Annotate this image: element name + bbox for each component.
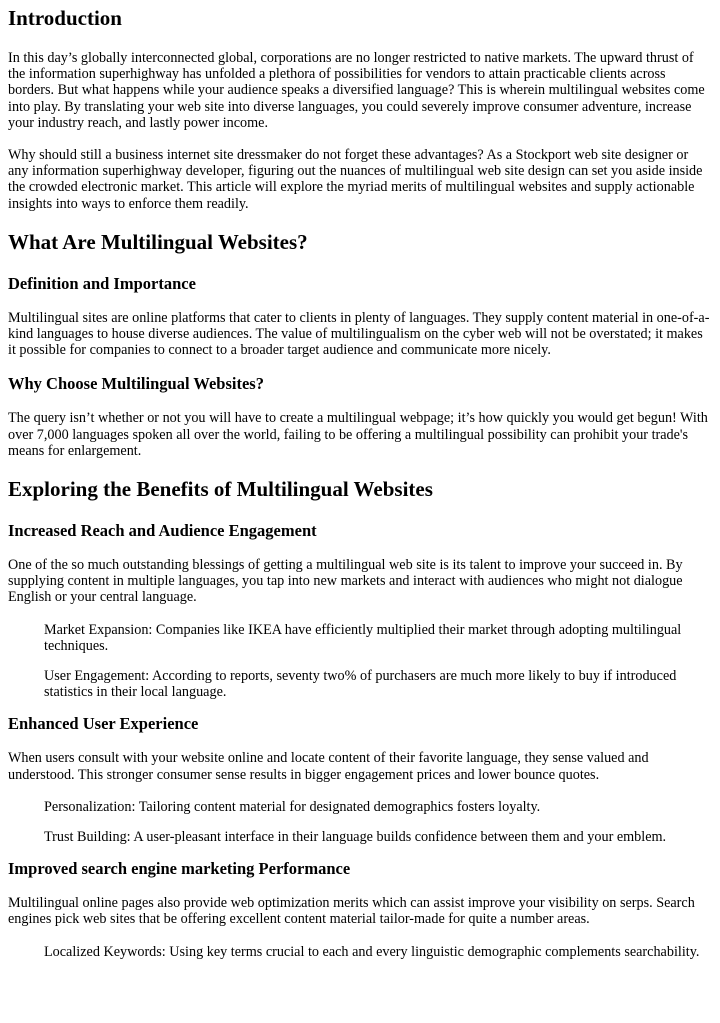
subheading-reach: Increased Reach and Audience Engagement bbox=[8, 521, 317, 541]
subheading-definition: Definition and Importance bbox=[8, 273, 196, 293]
intro-paragraph-1: In this day’s globally interconnected global, corporations are no longer restricted to native markets. The upward thrust of the information superhighway has unfolded a plethora of possibilities for vendors to attain practicable clients across borders. But what happens while your audience speaks a diversified language? This is wherein multilingual websites come into play. By translating your web site into diverse languages, you could severely improve consumer adventure, increase your industry reach, and lastly power income. bbox=[8, 50, 705, 131]
heading-benefits: Exploring the Benefits of Multilingual Websites bbox=[8, 477, 433, 502]
article bbox=[0, 6, 720, 960]
list-item: Trust Building: A user-pleasant interface in their language builds confidence between them and your emblem. bbox=[44, 829, 667, 846]
subheading-user-experience: Enhanced User Experience bbox=[8, 714, 199, 734]
user-experience-list bbox=[8, 799, 712, 845]
heading-introduction: Introduction bbox=[8, 6, 122, 30]
heading-what-are-multilingual-websites: What Are Multilingual Websites? bbox=[8, 229, 308, 254]
list-item: Personalization: Tailoring content material for designated demographics fosters loyalty. bbox=[44, 798, 541, 815]
user-experience-paragraph: When users consult with your website online and locate content of their favorite language, they sense valued and understood. This stronger consumer sense results in bigger engagement prices and lower bounce quotes. bbox=[8, 750, 649, 783]
subheading-seo: Improved search engine marketing Performance bbox=[8, 859, 351, 879]
intro-paragraph-2: Why should still a business internet site dressmaker do not forget these advantages? As a Stockport web site designer or any information superhighway developer, figuring out the nuances of multilingual web site design can set you aside inside the crowded electronic market. This article will explore the myriad merits of multilingual websites and supply actionable insights into ways to enforce them readily. bbox=[8, 147, 703, 212]
seo-list bbox=[8, 944, 712, 960]
list-item: User Engagement: According to reports, seventy two% of purchasers are much more likely to buy if introduced statistics in their local language. bbox=[44, 668, 677, 701]
seo-paragraph: Multilingual online pages also provide web optimization merits which can assist improve your visibility on serps. Search engines pick web sites that be offering excellent content material tailor-made for quite a number areas. bbox=[8, 895, 695, 928]
list-item: Market Expansion: Companies like IKEA have efficiently multiplied their market through adopting multilingual techniques. bbox=[44, 621, 682, 654]
subheading-why-choose: Why Choose Multilingual Websites? bbox=[8, 374, 264, 394]
why-choose-paragraph: The query isn’t whether or not you will have to create a multilingual webpage; it’s how quickly you would get begun! With over 7,000 languages spoken all over the world, failing to be offering a multilingual possibility can prohibit your trade's means for enlargement. bbox=[8, 410, 708, 459]
reach-paragraph: One of the so much outstanding blessings of getting a multilingual web site is its talent to improve your succeed in. By supplying content in multiple languages, you tap into new markets and interact with audiences who might not dialogue English or your central language. bbox=[8, 557, 683, 606]
definition-paragraph: Multilingual sites are online platforms that cater to clients in plenty of languages. They supply content material in one-of-a-kind languages to house diverse audiences. The value of multilingualism on the cyber web will not be overstated; it makes it possible for companies to connect to a broader target audience and communicate more nicely. bbox=[8, 309, 710, 359]
reach-list bbox=[8, 622, 712, 701]
list-item: Localized Keywords: Using key terms crucial to each and every linguistic demographic complements searchability. bbox=[44, 943, 700, 960]
